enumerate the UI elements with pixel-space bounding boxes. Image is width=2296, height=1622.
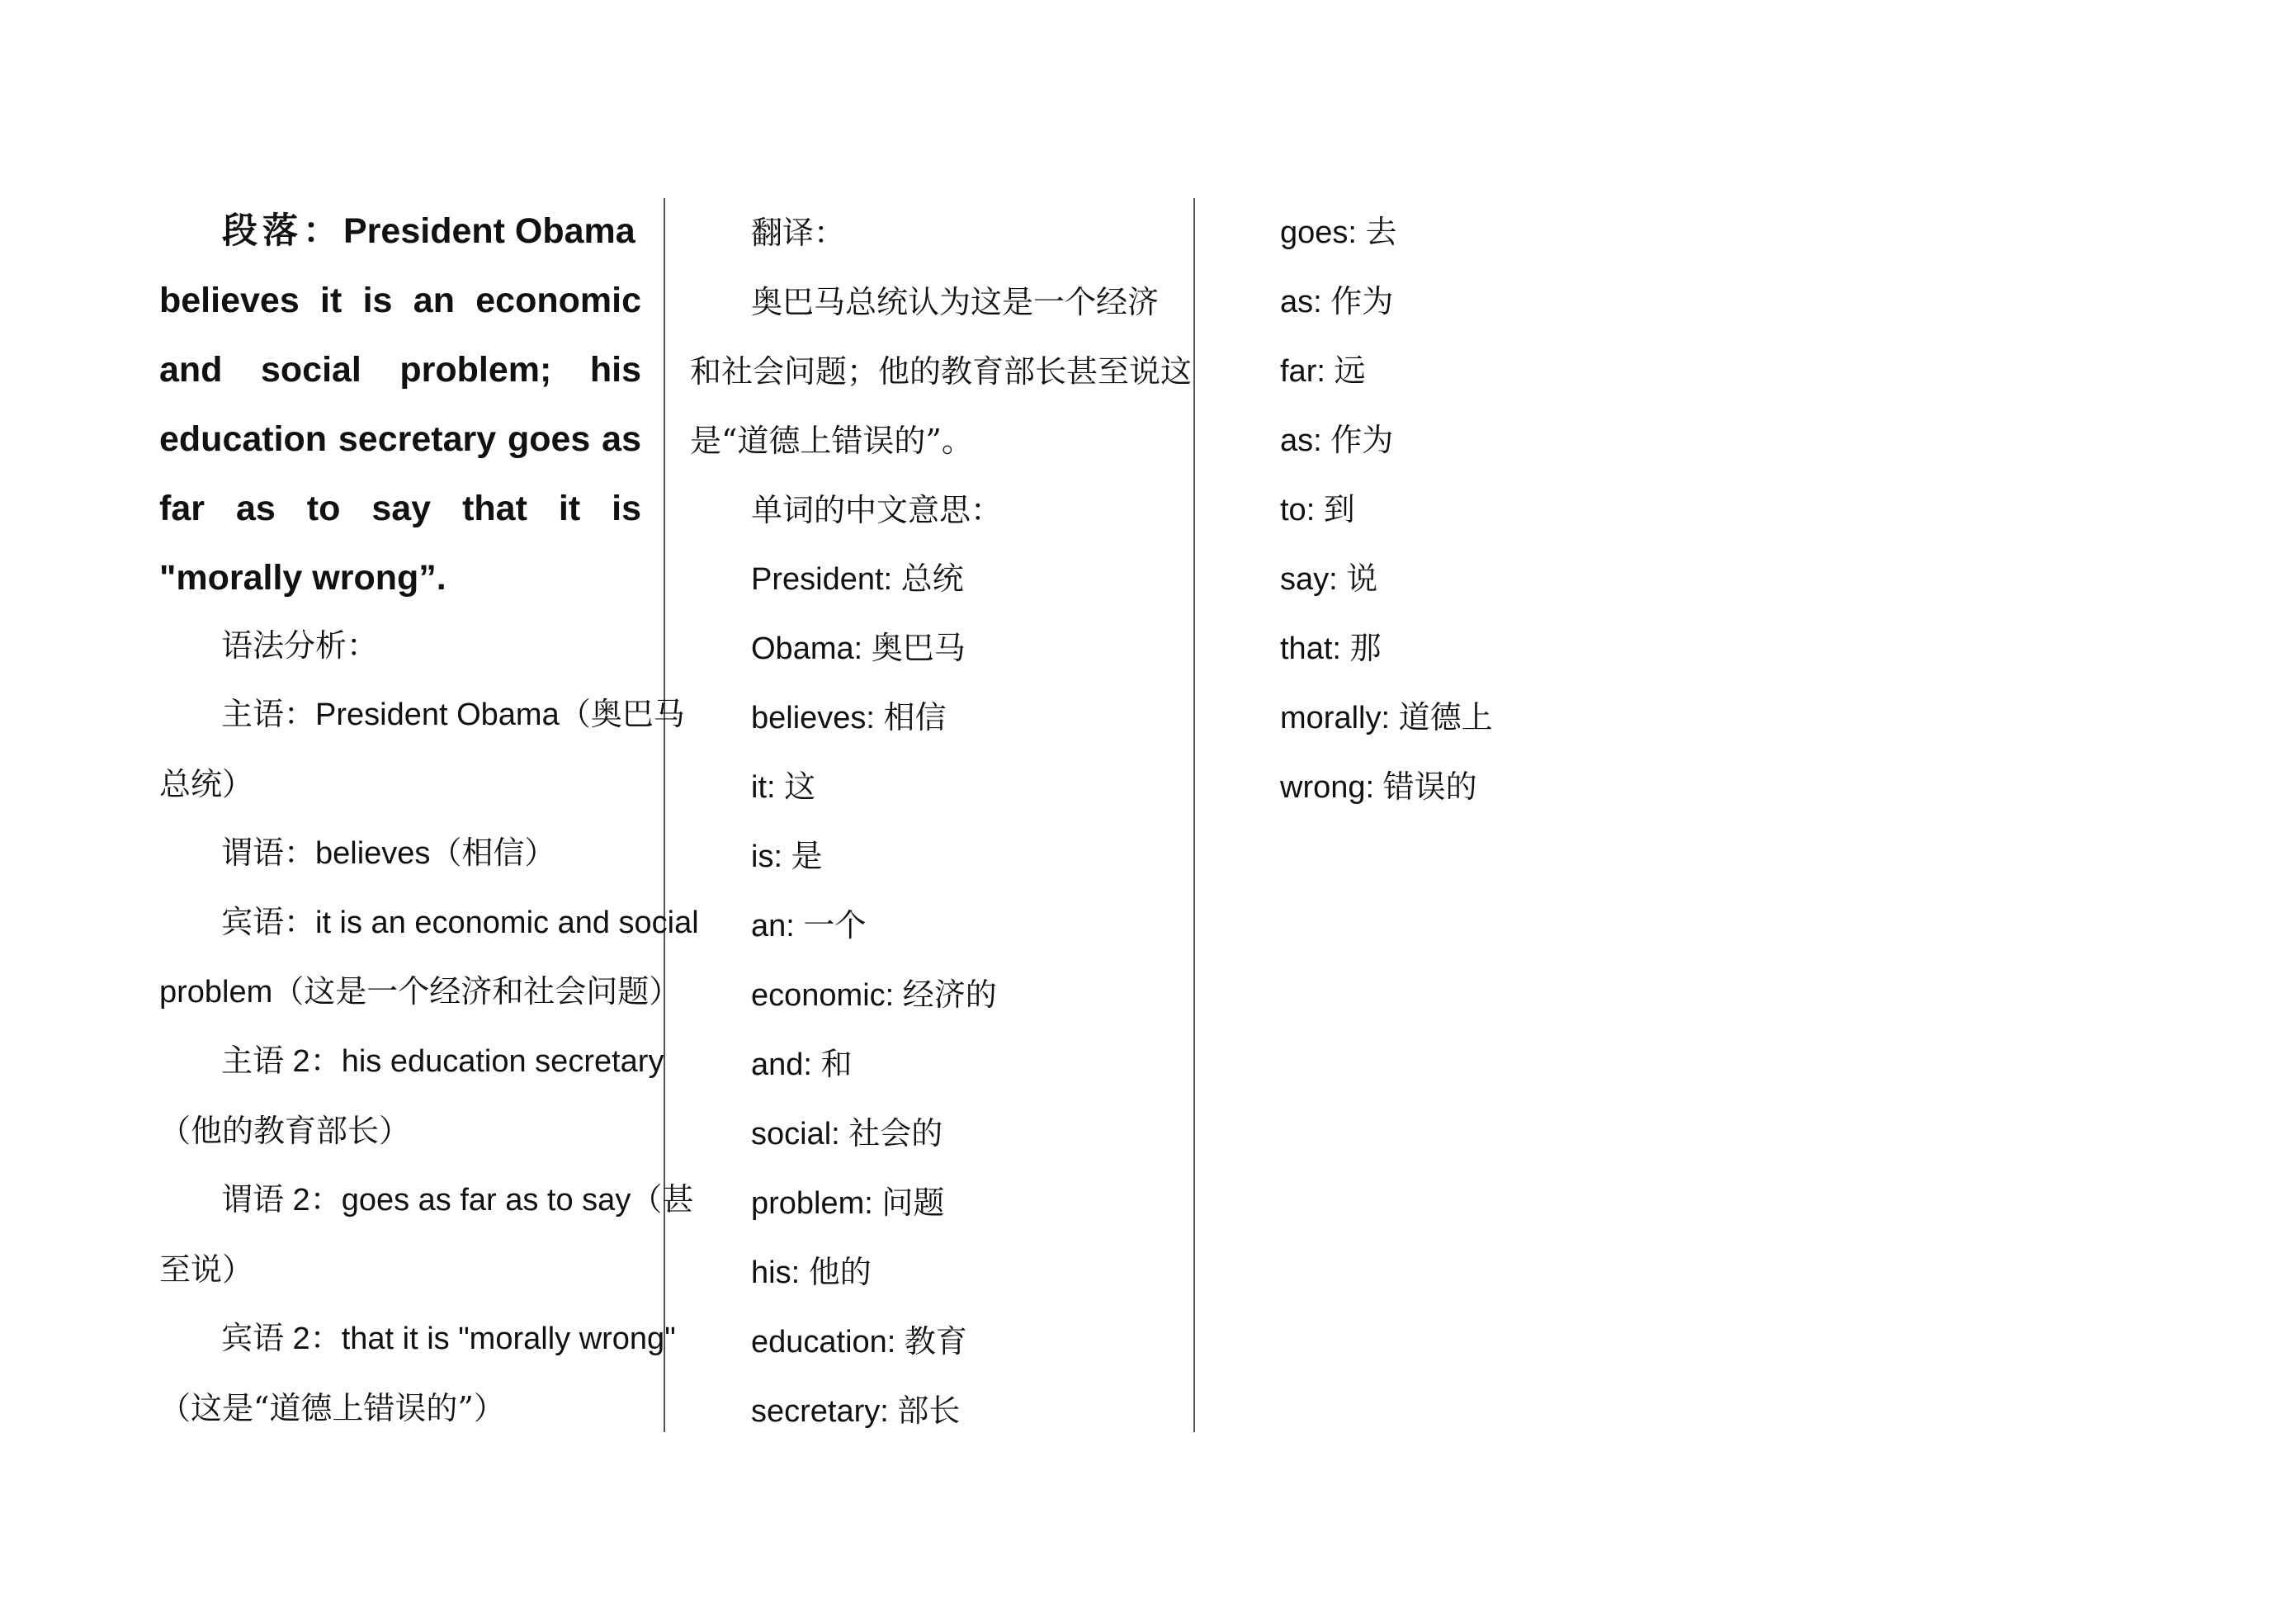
paragraph-line-5: far as to say that it is	[159, 489, 641, 528]
vocab-item: education: 教育	[751, 1325, 967, 1360]
analysis-line-7: （他的教育部长）	[159, 1113, 411, 1149]
vocab-item: an: 一个	[751, 909, 867, 943]
paragraph-line-6: "morally wrong”.	[159, 558, 446, 598]
vocab-item: Obama: 奥巴马	[751, 631, 966, 666]
paragraph-line-3: and social problem; his	[159, 350, 641, 390]
vocab-item: his: 他的	[751, 1256, 872, 1290]
analysis-line-11: （这是“道德上错误的”）	[159, 1390, 505, 1426]
vocab-item: that: 那	[1280, 631, 1382, 666]
translation-line-2: 和社会问题；他的教育部长甚至说这	[690, 353, 1193, 390]
column-divider-2	[1193, 198, 1195, 1432]
vocab-item: is: 是	[751, 839, 823, 874]
column-divider-1	[664, 198, 665, 1432]
vocab-item: problem: 问题	[751, 1186, 945, 1221]
vocab-item: secretary: 部长	[751, 1394, 961, 1429]
analysis-title: 语法分析：	[221, 627, 379, 664]
vocab-item: as: 作为	[1280, 423, 1394, 458]
translation-line-1: 奥巴马总统认为这是一个经济	[751, 284, 1160, 320]
vocab-item: believes: 相信	[751, 701, 947, 735]
vocab-title: 单词的中文意思：	[751, 492, 1003, 528]
analysis-line-8: 谓语 2：goes as far as to say（甚	[221, 1183, 694, 1218]
paragraph-line-4: education secretary goes as	[159, 419, 641, 459]
vocab-item: economic: 经济的	[751, 978, 997, 1013]
paragraph-line-2: believes it is an economic	[159, 281, 641, 320]
vocab-item: and: 和	[751, 1047, 853, 1082]
analysis-line-6: 主语 2：his education secretary	[221, 1044, 664, 1079]
analysis-line-4: 宾语：it is an economic and social	[221, 906, 699, 940]
analysis-line-10: 宾语 2：that it is "morally wrong"	[221, 1322, 676, 1356]
vocab-item: goes: 去	[1280, 215, 1397, 250]
analysis-line-3: 谓语：believes（相信）	[221, 836, 556, 871]
vocab-item: President: 总统	[751, 562, 964, 597]
vocab-item: wrong: 错误的	[1280, 770, 1477, 805]
analysis-line-9: 至说）	[159, 1251, 254, 1288]
vocab-item: as: 作为	[1280, 285, 1394, 319]
translation-title: 翻译：	[751, 215, 846, 251]
vocab-item: far: 远	[1280, 354, 1366, 389]
paragraph-line-1: 段落：President Obama	[222, 210, 635, 252]
vocab-item: to: 到	[1280, 493, 1355, 527]
vocab-item: social: 社会的	[751, 1117, 943, 1151]
vocab-item: morally: 道德上	[1280, 701, 1493, 735]
analysis-line-2: 总统）	[159, 766, 254, 802]
paragraph-label: 段落：	[222, 210, 343, 252]
analysis-line-5: problem（这是一个经济和社会问题）	[159, 975, 681, 1010]
vocab-item: it: 这	[751, 770, 816, 805]
translation-line-3: 是“道德上错误的”。	[690, 423, 973, 459]
analysis-line-1: 主语：President Obama（奥巴马	[221, 698, 685, 732]
vocab-item: say: 说	[1280, 562, 1378, 597]
